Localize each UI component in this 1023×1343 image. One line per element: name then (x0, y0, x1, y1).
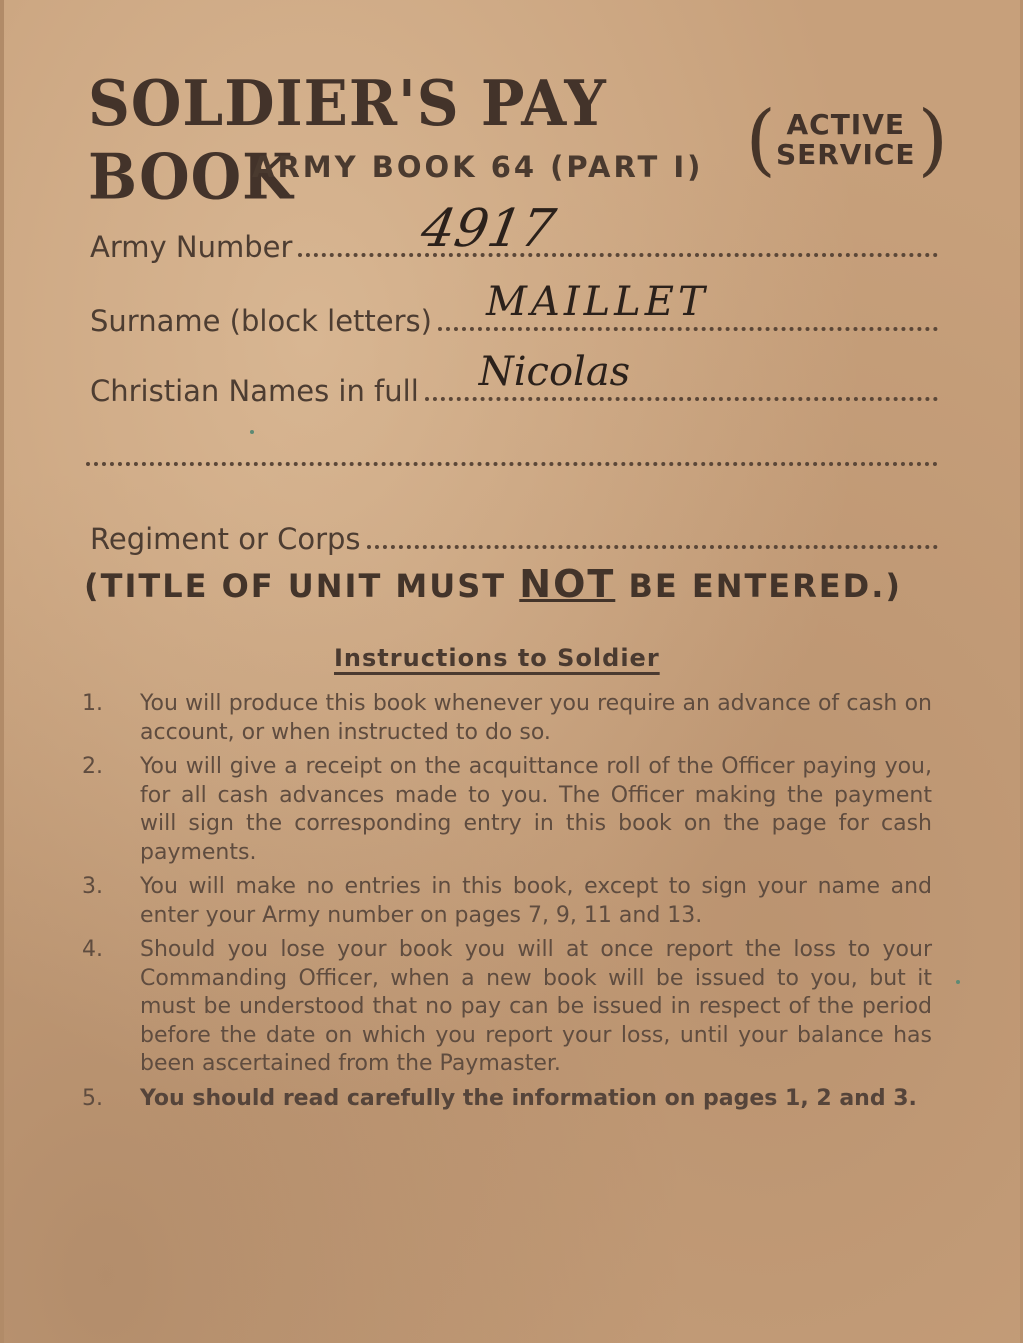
instruction-item (82, 753, 932, 867)
instruction-number: 2. (82, 754, 103, 779)
regiment-field (90, 522, 938, 556)
surname-field (90, 279, 938, 338)
army-number-line (298, 199, 938, 259)
instruction-number: 5. (82, 1085, 103, 1111)
instruction-item (82, 690, 932, 747)
instructions-heading: Instructions to Soldier (334, 644, 660, 672)
continuation-line (86, 462, 938, 466)
army-number-value: 4917 (417, 199, 561, 259)
christian-names-value: Nicolas (478, 349, 631, 395)
surname-value: MAILLET (485, 279, 709, 325)
paper-speck (956, 980, 960, 984)
army-number-label: Army Number (90, 230, 293, 264)
regiment-line (367, 523, 938, 549)
instruction-item (82, 1085, 932, 1114)
active-service-badge (776, 110, 916, 170)
regiment-label: Regiment or Corps (90, 522, 361, 556)
paper-speck (250, 430, 254, 434)
instruction-text: Should you lose your book you will at once report the loss to your Commanding Officer, when a new book will be issued to you, but it must be understood that no pay can be issued in respect of the period before the date on which you report your loss, until your balance has been ascertained from the Paymaster. (140, 937, 932, 1076)
instruction-text: You should read carefully the information on pages 1, 2 and 3. (140, 1085, 917, 1111)
warning-emphasis: NOT (519, 562, 616, 606)
instruction-number: 4. (82, 937, 103, 962)
instruction-number: 3. (82, 874, 103, 899)
document-subtitle: ARMY BOOK 64 (PART I) (252, 150, 704, 184)
title-row (88, 66, 948, 214)
instruction-number: 1. (82, 691, 103, 716)
open-paren: ( (745, 95, 776, 185)
christian-names-line (425, 349, 938, 401)
badge-line-2: SERVICE (775, 138, 916, 171)
warning-text-after: BE ENTERED.) (615, 567, 902, 605)
badge-line-1: ACTIVE (786, 108, 906, 141)
christian-names-label: Christian Names in full (90, 374, 419, 408)
document-title: SOLDIER'S PAY BOOK (88, 66, 607, 214)
army-number-field (90, 199, 938, 264)
surname-label: Surname (block letters) (90, 304, 432, 338)
surname-line (438, 279, 938, 331)
instruction-text: You will give a receipt on the acquittance roll of the Officer paying you, for all cash advances made to you. The Officer making the payment will sign the corresponding entry in this book on the page for cash payments. (140, 754, 932, 865)
instructions-list (82, 690, 932, 1119)
warning-text-before: (TITLE OF UNIT MUST (84, 567, 520, 605)
close-paren: ) (917, 95, 948, 185)
instruction-item (82, 936, 932, 1079)
christian-names-field (90, 349, 938, 408)
instruction-text: You will produce this book whenever you require an advance of cash on account, or when instructed to do so. (140, 691, 932, 745)
instruction-text: You will make no entries in this book, except to sign your name and enter your Army number on pages 7, 9, 11 and 13. (140, 874, 932, 928)
instruction-item (82, 873, 932, 930)
unit-title-warning (84, 562, 954, 606)
